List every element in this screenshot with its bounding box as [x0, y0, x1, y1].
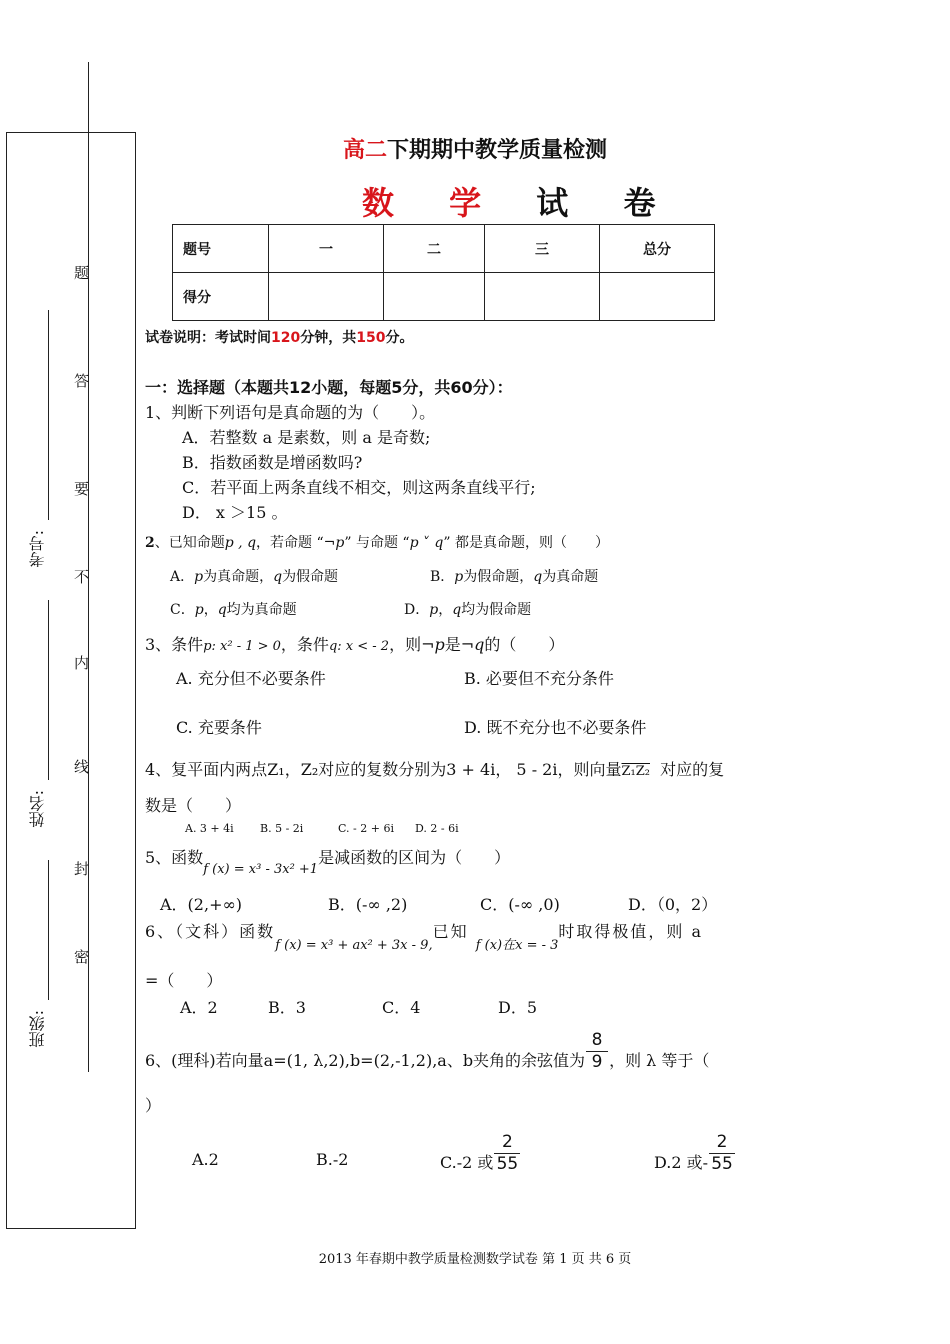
q2-option-c: C．p，q均为真命题 [170, 602, 297, 618]
binding-frame [6, 132, 136, 1229]
q5-option-d: D．（0，2） [628, 895, 718, 914]
fraction: $\frac{8}{9}$ [585, 1052, 609, 1072]
page-footer: 2013 年春期中教学质量检测数学试卷 第 1 页 共 6 页 [318, 1252, 632, 1267]
q4-option-b: B. 5 - 2i [260, 822, 304, 835]
q3-option-b: B. 必要但不充分条件 [464, 669, 614, 688]
q6w-option-d: D．5 [498, 998, 538, 1017]
class-field-line[interactable] [48, 860, 49, 1000]
q5-option-b: B．(-∞ ,2) [328, 895, 408, 914]
seal-char: 不 [74, 568, 90, 586]
question-1-stem: 1、判断下列语句是真命题的为（ ）。 [145, 403, 436, 422]
q6l-option-c: C.-2 或 $\frac{2}{55}$ [440, 1150, 521, 1174]
q5-option-c: C．(-∞ ,0) [480, 895, 560, 914]
seal-char: 要 [74, 480, 90, 498]
exam-no-field-line[interactable] [48, 310, 49, 520]
question-2-stem: 2、已知命题p , q，若命题 “¬p” 与命题 “p ˅ q” 都是真命题，则（ ） [145, 535, 609, 551]
q6w-option-a: A．2 [180, 998, 218, 1017]
q6l-option-d: D.2 或- $\frac{2}{55}$ [654, 1150, 736, 1174]
exam-note: 试卷说明：考试时间120分钟，共150分。 [145, 330, 414, 346]
seal-char: 密 [74, 948, 90, 966]
q3-option-c: C. 充要条件 [176, 718, 262, 737]
q4-option-c: C. - 2 + 6i [338, 822, 394, 835]
name-label: 姓名: [28, 790, 47, 828]
table-header: 总分 [600, 225, 715, 273]
score-cell[interactable] [485, 273, 600, 321]
q1-option-b: B．指数函数是增函数吗? [182, 453, 363, 472]
q6w-option-c: C．4 [382, 998, 421, 1017]
question-6l-stem: 6、(理科)若向量a=(1, λ,2),b=(2,-1,2),a、b夹角的余弦值为 $\frac{8}{9}$ ，则 λ 等于（ [145, 1029, 710, 1072]
score-table [172, 224, 715, 321]
q6l-option-b: B.-2 [316, 1150, 349, 1169]
name-field-line[interactable] [48, 600, 49, 780]
table-header: 二 [384, 225, 485, 273]
q4-option-a: A. 3 + 4i [185, 822, 234, 835]
score-cell[interactable] [600, 273, 715, 321]
score-cell[interactable] [269, 273, 384, 321]
q1-option-d: D． x ＞15 。 [182, 503, 288, 522]
question-5-stem: 5、函数$_{f (x) = x^3 - 3x^2 +1}$是减函数的区间为（ ） [145, 848, 511, 877]
class-label: 班级: [28, 1010, 47, 1048]
table-row-label: 得分 [173, 273, 269, 321]
q5-option-a: A．(2,+∞) [160, 895, 243, 914]
question-3-stem: 3、条件p: x² - 1 > 0，条件q: x < - 2，则¬p是¬q的（ ） [145, 635, 565, 654]
exam-subtitle: 数 学 试 卷 [362, 184, 678, 222]
seal-char: 内 [74, 654, 90, 672]
q2-option-a: A．p为真命题，q为假命题 [170, 569, 339, 585]
q4-option-d: D. 2 - 6i [415, 822, 459, 835]
seal-char: 封 [74, 860, 90, 878]
section-title: 一：选择题（本题共12小题，每题5分，共60分）： [145, 378, 513, 397]
question-4-stem: 4、复平面内两点Z₁，Z₂对应的复数分别为3 + 4i， 5 - 2i，则向量Z₁Z₂ 对应的复 [145, 760, 725, 779]
exam-title: 高二下期期中教学质量检测 [342, 138, 608, 163]
seal-char: 题 [74, 264, 90, 282]
question-4-stem-cont: 数是（ ） [145, 796, 242, 815]
question-6l-stem-cont: ） [145, 1096, 162, 1115]
table-header: 三 [485, 225, 600, 273]
q1-option-a: A．若整数 a 是素数，则 a 是奇数; [182, 428, 431, 447]
q2-option-d: D．p，q均为假命题 [404, 602, 532, 618]
table-header: 一 [269, 225, 384, 273]
q1-option-c: C．若平面上两条直线不相交，则这两条直线平行; [182, 478, 536, 497]
seal-char: 答 [74, 372, 90, 390]
q6w-option-b: B．3 [268, 998, 306, 1017]
q2-option-b: B．p为假命题，q为真命题 [430, 569, 599, 585]
question-6w-stem: 6、（文科）函数$_{f (x) = x^3 + ax^2 + 3x - 9,}$已知 $_{f (x)在x = - 3}$时取得极值，则 a [145, 922, 704, 953]
question-6w-stem-cont: =（ ） [145, 971, 223, 990]
q3-option-a: A. 充分但不必要条件 [176, 669, 326, 688]
q3-option-d: D. 既不充分也不必要条件 [464, 718, 647, 737]
q6l-option-a: A.2 [192, 1150, 219, 1169]
table-header: 题号 [173, 225, 269, 273]
exam-no-label: 考号: [28, 530, 47, 568]
seal-char: 线 [74, 758, 90, 776]
score-cell[interactable] [384, 273, 485, 321]
